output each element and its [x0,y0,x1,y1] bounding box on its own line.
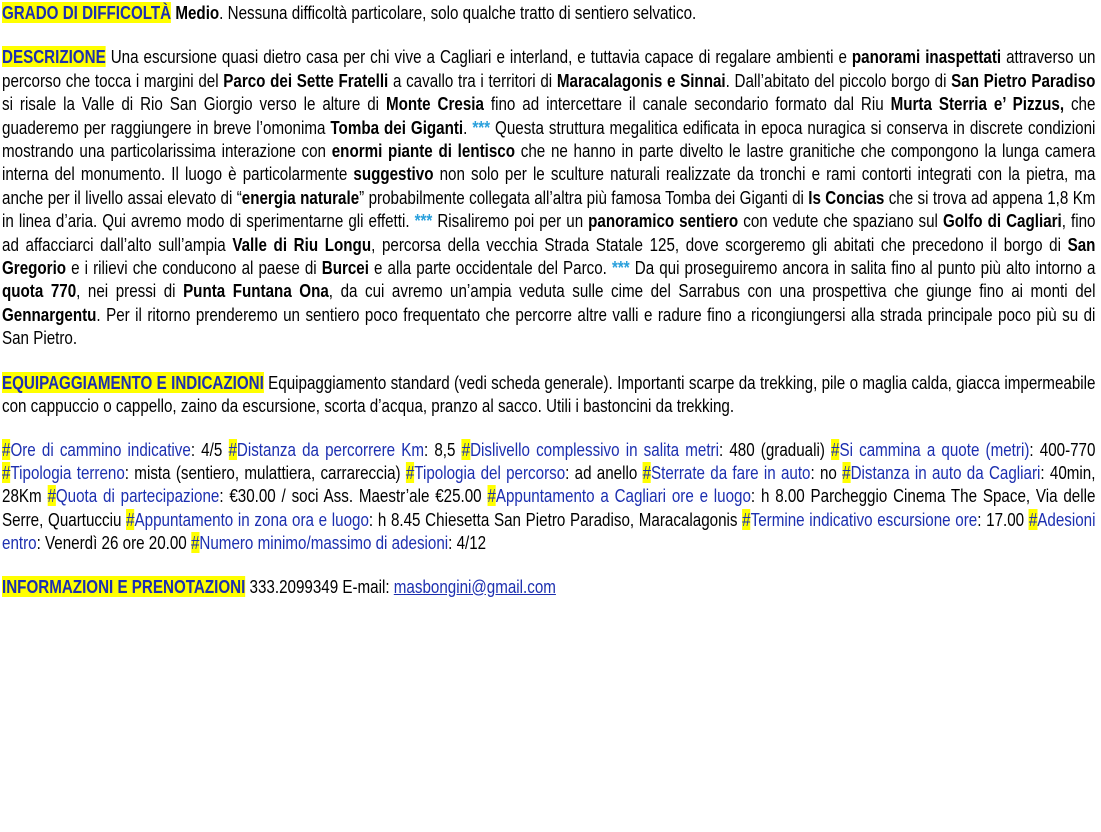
text-run: : 8,5 [423,438,462,460]
text-run: che guaderemo per raggiungere in breve l’omonima [2,93,1096,138]
details-paragraph [2,438,1095,555]
bold-text: Murta Sterria e’ Pizzus, [890,93,1065,115]
text-run: con vedute che spaziano sul [738,210,943,232]
hash-marker: # [126,508,135,530]
text-run: : h 8.45 Chiesetta San Pietro Paradiso, Maracalagonis [368,508,743,530]
text-run: attraverso un percorso che tocca i margini del [2,46,1096,91]
detail-label: Distanza da percorrere Km [236,438,424,460]
detail-label: Si cammina a quote (metri) [839,438,1030,460]
separator-asterisks: *** [472,116,491,138]
detail-label: Ore di cammino indicative [10,438,191,460]
bold-text: Parco dei Sette Fratelli [223,69,389,91]
separator-asterisks: *** [414,210,433,232]
text-run: , nei pressi di [76,280,184,302]
info-paragraph [2,575,1095,598]
hash-marker: # [190,532,200,554]
detail-label: Appuntamento in zona ora e luogo [134,508,369,530]
bold-text: Burcei [321,257,369,279]
bold-text: quota 770 [2,280,77,302]
separator-asterisks: *** [611,257,630,279]
detail-label: Distanza in auto da Cagliari [850,461,1041,483]
text-run: : ad anello [565,461,643,483]
text-run: : h 8.00 Parcheggio Cinema The Space, Via delle Serre, Quartucciu [2,485,1096,530]
bold-text: Valle di Riu Longu [232,233,372,255]
email-link[interactable]: masbongini@gmail.com [393,575,556,597]
bold-text: Punta Funtana Ona [183,280,329,302]
text-run: fino ad intercettare il canale secondario formato dal Riu [483,93,891,115]
text-run: Questa struttura megalitica edificata in epoca nuragica si conserva in discrete condizioni mostrando una particolarissima interazione con [2,116,1096,162]
hash-marker: # [642,461,652,483]
bold-text: Maracalagonis e Sinnai [556,69,726,91]
text-run: . [463,116,473,138]
hash-marker: # [842,461,851,483]
text-run: , percorsa della vecchia Strada Statale 125, dove scorgeremo gli abitati che precedono il borgo di [371,233,1068,255]
hash-marker: # [487,485,496,507]
text-run: Da qui proseguiremo ancora in salita fino al punto più alto intorno a [629,257,1096,279]
text-run: : 4/12 [448,532,487,554]
text-run: . Nessuna difficoltà particolare, solo qualche tratto di sentiero selvatico. [219,2,697,23]
text-run: si risale la Valle di Rio San Giorgio verso le alture di [2,93,386,115]
text-run: : mista (sentiero, mulattiera, carrareccia) [124,461,406,483]
hash-marker: # [831,438,840,460]
detail-label: Numero minimo/massimo di adesioni [199,532,449,554]
bold-text: Golfo di Cagliari [942,210,1062,232]
text-run: : 480 (graduali) [718,438,832,460]
bold-text: energia naturale [241,186,360,208]
text-run: : 400-770 [1029,438,1096,460]
text-run: 333.2099349 E-mail: [245,575,394,597]
bold-text: enormi piante di lentisco [331,140,516,162]
hash-marker: # [228,438,237,460]
hash-marker: # [461,438,471,460]
description-paragraph [2,45,1095,349]
hash-marker: # [1028,508,1038,530]
text-run: che si trova ad appena 1,8 Km in linea d’aria. Qui avremo modo di sperimentarne gli effetti. [2,186,1096,232]
detail-label: Termine indicativo escursione ore [750,508,978,530]
text-run: : Venerdì 26 ore 20.00 [36,532,191,554]
detail-label: Quota di partecipazione [55,485,220,507]
bold-text: suggestivo [353,163,434,185]
bold-text: panorami inaspettati [851,46,1002,68]
info-heading: INFORMAZIONI E PRENOTAZIONI [2,575,246,597]
hash-marker: # [2,461,11,483]
text-run: e alla parte occidentale del Parco. [368,257,612,279]
text-run: : €30.00 / soci Ass. Maestr’ale €25.00 [219,485,488,507]
text-run: ” probabilmente collegata all’altra più famosa Tomba dei Giganti di [359,186,809,208]
detail-label: Appuntamento a Cagliari ore e luogo [495,485,751,507]
hash-marker: # [47,485,56,507]
difficulty-heading: GRADO DI DIFFICOLTÀ [2,2,172,23]
text-run: Equipaggiamento standard (vedi scheda generale). Importanti scarpe da trekking, pile o maglia calda, giacca impermeabile con cappuccio o cappello, zaino da escursione, scorta d’acqua, pranzo al sacco. Utili i bastoncini da trekking. [2,371,1096,417]
text-run: Una escursione quasi dietro casa per chi vive a Cagliari e interland, e tuttavia capace di regalare ambienti e [105,46,852,68]
hash-marker: # [742,508,751,530]
text-run: che ne hanno in parte divelto le lastre granitiche che compongono la lunga camera interna del monumento. Il luogo è particolarmente [2,140,1096,185]
text-run: non solo per le sculture naturali realizzate da tronchi e rami contorti integrati con la pietra, ma anche per il livello assai elevato di “ [2,163,1096,208]
text-run: a cavallo tra i territori di [388,69,557,91]
text-run: , fino ad affacciarci dall’alto sull’ampia [2,210,1096,255]
equipment-heading: EQUIPAGGIAMENTO E INDICAZIONI [2,371,264,393]
hash-marker: # [405,461,415,483]
equipment-paragraph [2,371,1095,418]
bold-text: Gennargentu [2,303,97,325]
text-run: : no [810,461,843,483]
difficulty-paragraph [2,1,1095,24]
text-run: . Per il ritorno prenderemo un sentiero poco frequentato che percorre altre valli e radure fino a ricongiungersi alla strada principale poco più su di San Pietro. [2,303,1096,349]
bold-text: Is Concias [808,186,885,208]
bold-text: Monte Cresia [385,93,484,115]
bold-text: Medio [175,2,220,23]
text-run: Risaliremo poi per un [432,210,589,232]
bold-text: San Pietro Paradiso [951,69,1096,91]
text-run: , da cui avremo un’ampia veduta sulle cime del Sarrabus con una prospettiva che giunge fino ai monti del [328,280,1096,302]
text-run: . Dall’abitato del piccolo borgo di [725,69,952,91]
text-run: : 17.00 [977,508,1029,530]
text-run: e i rilievi che conducono al paese di [66,257,322,279]
detail-label: Tipologia terreno [10,461,125,483]
text-run: : 40min, 28Km [2,461,1096,507]
detail-label: Adesioni entro [2,508,1096,554]
detail-label: Sterrate da fare in auto [651,461,811,483]
detail-label: Tipologia del percorso [414,461,566,483]
description-heading: DESCRIZIONE [2,46,106,68]
bold-text: San Gregorio [2,233,1096,279]
hash-marker: # [2,438,11,460]
bold-text: panoramico sentiero [588,210,739,232]
bold-text: Tomba dei Giganti [330,116,464,138]
text-run: : 4/5 [190,438,229,460]
document-body [2,1,1095,598]
detail-label: Dislivello complessivo in salita metri [470,438,719,460]
